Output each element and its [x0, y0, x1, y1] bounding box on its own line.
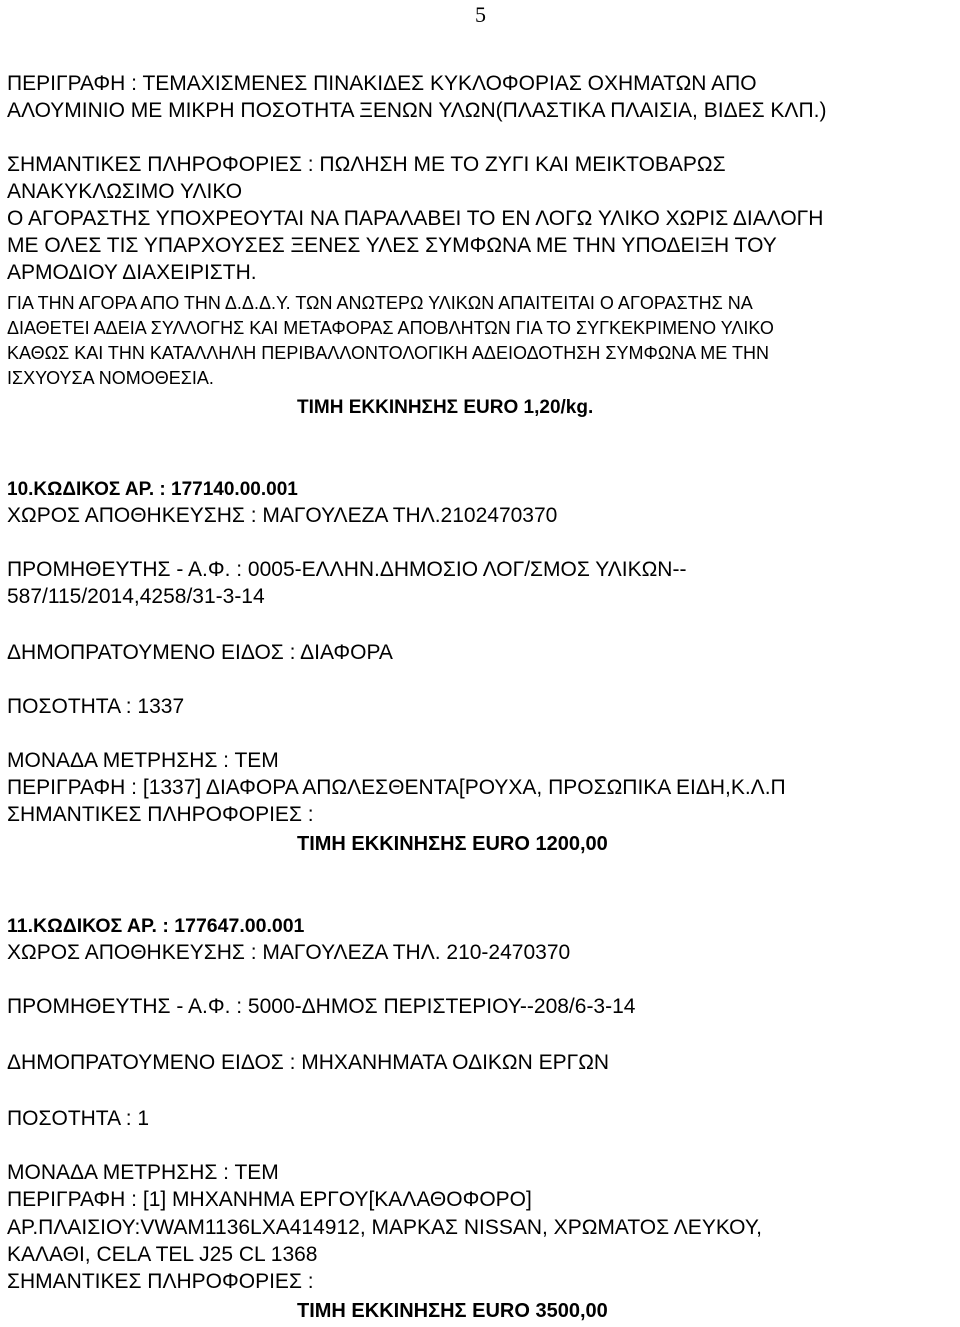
storage-location: ΧΩΡΟΣ ΑΠΟΘΗΚΕΥΣΗΣ : ΜΑΓΟΥΛΕΖΑ ΤΗΛ.2102470370	[7, 504, 558, 527]
info-line-7: ΔΙΑΘΕΤΕΙ ΑΔΕΙΑ ΣΥΛΛΟΓΗΣ ΚΑΙ ΜΕΤΑΦΟΡΑΣ ΑΠΟΒΛΗΤΩΝ ΓΙΑ ΤΟ ΣΥΓΚΕΚΡΙΜΕΝΟ ΥΛΙΚΟ	[7, 318, 774, 338]
info-line-6: ΓΙΑ ΤΗΝ ΑΓΟΡΑ ΑΠΟ ΤΗΝ Δ.Δ.Δ.Υ. ΤΩΝ ΑΝΩΤΕΡΩ ΥΛΙΚΩΝ ΑΠΑΙΤΕΙΤΑΙ Ο ΑΓΟΡΑΣΤΗΣ ΝΑ	[7, 293, 753, 313]
quantity: ΠΟΣΟΤΗΤΑ : 1	[7, 1107, 150, 1130]
important-info: ΣΗΜΑΝΤΙΚΕΣ ΠΛΗΡΟΦΟΡΙΕΣ :	[7, 1270, 314, 1293]
starting-price: ΤΙΜΗ ΕΚΚΙΝΗΣΗΣ EURO 1,20/kg.	[297, 397, 594, 418]
auctioned-item-kind: ΔΗΜΟΠΡΑΤΟΥΜΕΝΟ ΕΙΔΟΣ : ΜΗΧΑΝΗΜΑΤΑ ΟΔΙΚΩΝ ΕΡΓΩΝ	[7, 1051, 610, 1074]
description-line-1: ΠΕΡΙΓΡΑΦΗ : ΤΕΜΑΧΙΣΜΕΝΕΣ ΠΙΝΑΚΙΔΕΣ ΚΥΚΛΟΦΟΡΙΑΣ ΟΧΗΜΑΤΩΝ ΑΠΟ	[7, 72, 757, 95]
storage-location: ΧΩΡΟΣ ΑΠΟΘΗΚΕΥΣΗΣ : ΜΑΓΟΥΛΕΖΑ ΤΗΛ. 210-2470370	[7, 941, 571, 964]
info-line-2: ΑΝΑΚΥΚΛΩΣΙΜΟ ΥΛΙΚΟ	[7, 180, 243, 203]
item-description-line-2: ΑΡ.ΠΛΑΙΣΙΟΥ:VWAM1136LXA414912, ΜΑΡΚΑΣ NISSAN, ΧΡΩΜΑΤΟΣ ΛΕΥΚΟΥ,	[7, 1216, 762, 1239]
measurement-unit: ΜΟΝΑΔΑ ΜΕΤΡΗΣΗΣ : ΤΕΜ	[7, 1161, 279, 1184]
important-info: ΣΗΜΑΝΤΙΚΕΣ ΠΛΗΡΟΦΟΡΙΕΣ :	[7, 803, 314, 826]
supplier-line-1: ΠΡΟΜΗΘΕΥΤΗΣ - Α.Φ. : 0005-ΕΛΛΗΝ.ΔΗΜΟΣΙΟ ΛΟΓ/ΣΜΟΣ ΥΛΙΚΩΝ--	[7, 558, 687, 581]
starting-price: ΤΙΜΗ ΕΚΚΙΝΗΣΗΣ EURO 3500,00	[297, 1300, 608, 1322]
info-line-3: Ο ΑΓΟΡΑΣΤΗΣ ΥΠΟΧΡΕΟΥΤΑΙ ΝΑ ΠΑΡΑΛΑΒΕΙ ΤΟ ΕΝ ΛΟΓΩ ΥΛΙΚΟ ΧΩΡΙΣ ΔΙΑΛΟΓΗ	[7, 207, 824, 230]
supplier-line-2: 587/115/2014,4258/31-3-14	[7, 585, 265, 608]
info-line-4: ΜΕ ΟΛΕΣ ΤΙΣ ΥΠΑΡΧΟΥΣΕΣ ΞΕΝΕΣ ΥΛΕΣ ΣΥΜΦΩΝΑ ΜΕ ΤΗΝ ΥΠΟΔΕΙΞΗ ΤΟΥ	[7, 234, 777, 257]
supplier: ΠΡΟΜΗΘΕΥΤΗΣ - Α.Φ. : 5000-ΔΗΜΟΣ ΠΕΡΙΣΤΕΡΙΟΥ--208/6-3-14	[7, 995, 636, 1018]
info-line-5: ΑΡΜΟΔΙΟΥ ΔΙΑΧΕΙΡΙΣΤΗ.	[7, 261, 257, 284]
page-number: 5	[475, 2, 486, 27]
info-line-8: ΚΑΘΩΣ ΚΑΙ ΤΗΝ ΚΑΤΑΛΛΗΛΗ ΠΕΡΙΒΑΛΛΟΝΤΟΛΟΓΙΚΗ ΑΔΕΙΟΔΟΤΗΣΗ ΣΥΜΦΩΝΑ ΜΕ ΤΗΝ	[7, 343, 769, 363]
info-line-9: ΙΣΧΥΟΥΣΑ ΝΟΜΟΘΕΣΙΑ.	[7, 368, 214, 388]
item-description-line-1: ΠΕΡΙΓΡΑΦΗ : [1] ΜΗΧΑΝΗΜΑ ΕΡΓΟΥ[ΚΑΛΑΘΟΦΟΡΟ]	[7, 1188, 532, 1211]
starting-price: ΤΙΜΗ ΕΚΚΙΝΗΣΗΣ EURO 1200,00	[297, 833, 608, 855]
measurement-unit: ΜΟΝΑΔΑ ΜΕΤΡΗΣΗΣ : ΤΕΜ	[7, 749, 279, 772]
auctioned-item-kind: ΔΗΜΟΠΡΑΤΟΥΜΕΝΟ ΕΙΔΟΣ : ΔΙΑΦΟΡΑ	[7, 641, 393, 664]
item-description: ΠΕΡΙΓΡΑΦΗ : [1337] ΔΙΑΦΟΡΑ ΑΠΩΛΕΣΘΕΝΤΑ[ΡΟΥΧΑ, ΠΡΟΣΩΠΙΚΑ ΕΙΔΗ,Κ.Λ.Π	[7, 776, 786, 799]
item-description-line-3: ΚΑΛΑΘΙ, CELA TEL J25 CL 1368	[7, 1243, 318, 1266]
item-code: 11.ΚΩΔΙΚΟΣ ΑΡ. : 177647.00.001	[7, 915, 305, 937]
quantity: ΠΟΣΟΤΗΤΑ : 1337	[7, 695, 185, 718]
item-code: 10.ΚΩΔΙΚΟΣ ΑΡ. : 177140.00.001	[7, 479, 298, 500]
description-line-2: ΑΛΟΥΜΙΝΙΟ ΜΕ ΜΙΚΡΗ ΠΟΣΟΤΗΤΑ ΞΕΝΩΝ ΥΛΩΝ(ΠΛΑΣΤΙΚΑ ΠΛΑΙΣΙΑ, ΒΙΔΕΣ ΚΛΠ.)	[7, 99, 827, 122]
info-line-1: ΣΗΜΑΝΤΙΚΕΣ ΠΛΗΡΟΦΟΡΙΕΣ : ΠΩΛΗΣΗ ΜΕ ΤΟ ΖΥΓΙ ΚΑΙ ΜΕΙΚΤΟΒΑΡΩΣ	[7, 153, 726, 176]
